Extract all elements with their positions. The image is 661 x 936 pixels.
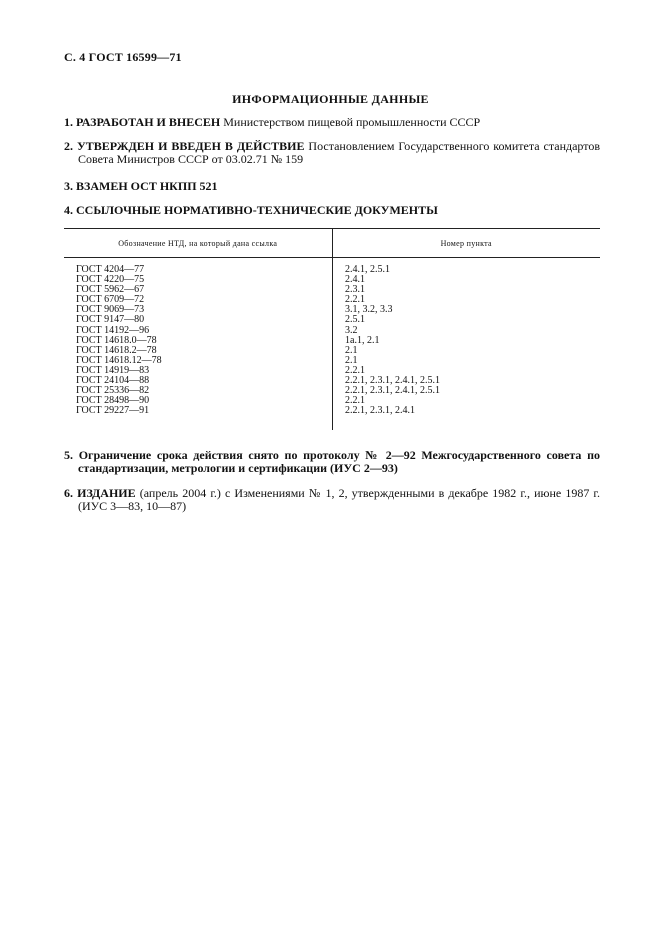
- table-cell-designation: ГОСТ 14919—83: [76, 364, 150, 376]
- table-cell-designation: ГОСТ 14618.0—78: [76, 334, 157, 346]
- info-item-limitation: [64, 449, 600, 475]
- item-number: 5.: [64, 448, 73, 462]
- table-header-clause: Номер пункта: [332, 229, 601, 257]
- table-cell-designation: ГОСТ 5962—67: [76, 284, 145, 296]
- info-item-edition: [64, 487, 600, 513]
- info-item-replaces: [64, 180, 600, 193]
- table-cell-clause: 3.1, 3.2, 3.3: [345, 304, 393, 316]
- table-cell-designation: ГОСТ 9147—80: [76, 314, 145, 326]
- table-cell-clause: 2.5.1: [345, 314, 365, 326]
- item-text: Ограничение срока действия снято по протоколу № 2—92 Межгосударственного совета по стандартизации, метрологии и сертификации (ИУС 2—93): [78, 448, 601, 475]
- table-cell-designation: ГОСТ 25336—82: [76, 385, 150, 397]
- table-cell-designation: ГОСТ 29227—91: [76, 405, 150, 417]
- table-cell-clause: 2.4.1, 2.5.1: [345, 264, 390, 275]
- table-cell-designation: ГОСТ 14618.12—78: [76, 354, 162, 366]
- table-body: [64, 258, 600, 430]
- item-lead: ИЗДАНИЕ: [77, 486, 136, 500]
- table-cell-designation: ГОСТ 28498—90: [76, 395, 150, 407]
- item-lead: ССЫЛОЧНЫЕ НОРМАТИВНО-ТЕХНИЧЕСКИЕ ДОКУМЕНТЫ: [76, 203, 438, 217]
- table-cell-clause: 2.2.1, 2.3.1, 2.4.1, 2.5.1: [345, 375, 440, 387]
- info-item-approved: [64, 140, 600, 166]
- item-text: Министерством пищевой промышленности СССР: [223, 115, 481, 129]
- table-cell-designation: ГОСТ 14618.2—78: [76, 344, 157, 356]
- table-cell-designation: ГОСТ 14192—96: [76, 324, 150, 336]
- table-cell-clause: 2.2.1, 2.3.1, 2.4.1, 2.5.1: [345, 385, 440, 397]
- item-number: 2.: [64, 139, 73, 153]
- table-column-designation: [64, 258, 332, 430]
- table-column-clause: [332, 258, 600, 430]
- item-text: (апрель 2004 г.) с Изменениями № 1, 2, утвержденными в декабре 1982 г., июне 1987 г. (ИУС 3—83, 10—87): [78, 486, 600, 513]
- table-cell-clause: 1а.1, 2.1: [345, 334, 380, 346]
- item-text: Постановлением Государственного комитета стандартов Совета Министров СССР от 03.02.71 № 159: [78, 139, 601, 166]
- item-number: 1.: [64, 115, 73, 129]
- item-number: 4.: [64, 203, 73, 217]
- item-lead: ВЗАМЕН ОСТ НКПП 521: [76, 179, 218, 193]
- table-cell-designation: ГОСТ 4204—77: [76, 264, 145, 275]
- table-cell-clause: 3.2: [345, 324, 358, 336]
- info-item-developed: [64, 116, 600, 129]
- table-cell-clause: 2.1: [345, 344, 358, 356]
- item-number: 6.: [64, 486, 73, 500]
- page-header: С. 4 ГОСТ 16599—71: [64, 50, 182, 64]
- table-cell-clause: 2.4.1: [345, 274, 365, 286]
- reference-table: [64, 228, 600, 430]
- item-number: 3.: [64, 179, 73, 193]
- table-cell-clause: 2.3.1: [345, 284, 365, 296]
- table-header-designation: Обозначение НТД, на который дана ссылка: [118, 238, 278, 248]
- table-cell-designation: ГОСТ 24104—88: [76, 375, 150, 387]
- info-item-references: [64, 204, 600, 217]
- table-cell-clause: 2.2.1: [345, 364, 365, 376]
- table-cell-clause: 2.2.1: [345, 395, 365, 407]
- table-cell-clause: 2.1: [345, 354, 358, 366]
- item-lead: УТВЕРЖДЕН И ВВЕДЕН В ДЕЙСТВИЕ: [76, 139, 305, 153]
- table-header-row: [64, 229, 600, 258]
- table-cell-designation: ГОСТ 6709—72: [76, 294, 145, 306]
- document-title: ИНФОРМАЦИОННЫЕ ДАННЫЕ: [232, 92, 429, 106]
- table-cell-designation: ГОСТ 9069—73: [76, 304, 145, 316]
- table-cell-clause: 2.2.1, 2.3.1, 2.4.1: [345, 405, 415, 417]
- table-cell-clause: 2.2.1: [345, 294, 365, 306]
- item-lead: РАЗРАБОТАН И ВНЕСЕН: [76, 115, 221, 129]
- table-cell-designation: ГОСТ 4220—75: [76, 274, 145, 286]
